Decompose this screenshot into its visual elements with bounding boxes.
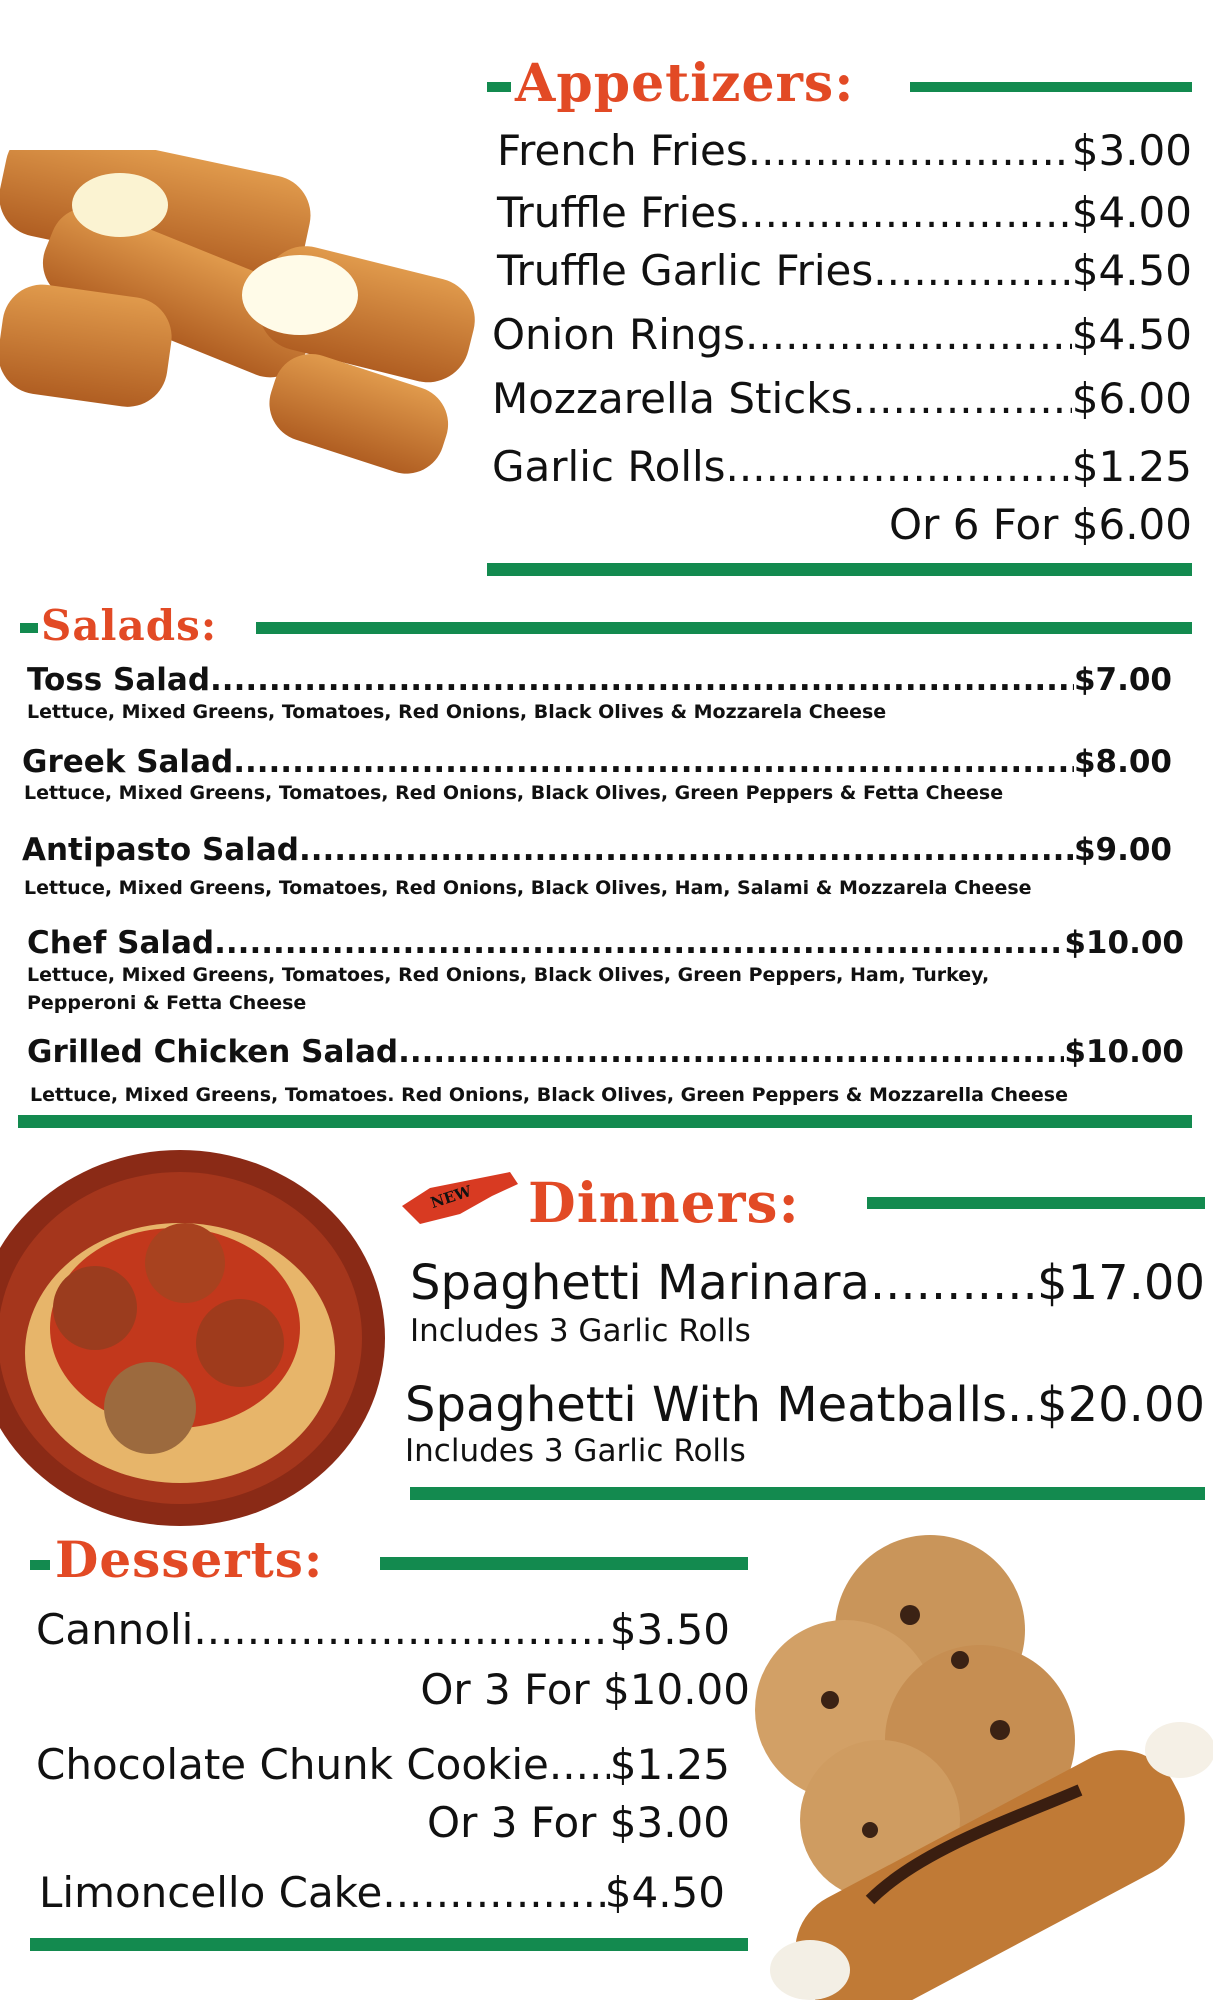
dessert-item (36, 1740, 730, 1789)
mozzarella-sticks-photo (0, 150, 490, 490)
salad-price: $10.00 (1064, 925, 1184, 961)
salad-description: Lettuce, Mixed Greens, Tomatoes, Red Onions, Black Olives, Green Peppers, Ham, Turkey, (27, 964, 990, 986)
salad-price: $8.00 (1073, 744, 1172, 780)
salads-section-divider (18, 1115, 1192, 1128)
dessert-name: Chocolate Chunk Cookie (36, 1740, 549, 1789)
appetizer-name: Garlic Rolls (492, 442, 726, 491)
salad-name: Grilled Chicken Salad (27, 1034, 399, 1070)
appetizers-heading-bar-left (487, 82, 511, 92)
appetizer-item (497, 246, 1192, 295)
appetizers-heading: Appetizers: (515, 53, 855, 114)
salad-description: Lettuce, Mixed Greens, Tomatoes, Red Onions, Black Olives, Ham, Salami & Mozzarela Cheese (24, 877, 1032, 899)
dinner-note: Includes 3 Garlic Rolls (405, 1433, 746, 1469)
appetizer-name: French Fries (497, 126, 748, 175)
appetizer-name: Truffle Fries (497, 188, 738, 237)
leader-dots (233, 744, 1074, 780)
appetizer-bundle-note: Or 6 For $6.00 (889, 500, 1192, 549)
dinners-section-divider (410, 1487, 1205, 1500)
appetizers-section-divider (487, 563, 1192, 576)
dessert-bundle-note: Or 3 For $3.00 (427, 1798, 730, 1847)
salads-heading: Salads: (41, 601, 218, 650)
appetizer-price: $4.00 (1071, 188, 1192, 237)
leader-dots (193, 1605, 609, 1654)
salads-heading-bar-left (20, 623, 38, 633)
salad-item (27, 1034, 1184, 1070)
spaghetti-meatballs-photo (0, 1143, 395, 1533)
dinner-price: $17.00 (1037, 1255, 1205, 1311)
salad-description-continued: Pepperoni & Fetta Cheese (27, 992, 307, 1014)
leader-dots (852, 374, 1071, 423)
salad-item (27, 925, 1184, 961)
leader-dots (214, 925, 1064, 961)
desserts-heading-bar-right (380, 1557, 748, 1570)
salad-price: $10.00 (1064, 1034, 1184, 1070)
leader-dots (870, 1255, 1037, 1311)
appetizer-item (497, 188, 1192, 237)
dessert-item (39, 1868, 725, 1917)
appetizer-item (492, 374, 1192, 423)
dinner-name: Spaghetti With Meatballs (405, 1377, 1007, 1433)
appetizer-price: $3.00 (1071, 126, 1192, 175)
appetizer-name: Mozzarella Sticks (492, 374, 853, 423)
leader-dots (748, 126, 1072, 175)
salad-description: Lettuce, Mixed Greens, Tomatoes. Red Onions, Black Olives, Green Peppers & Mozzarella Cheese (30, 1084, 1068, 1106)
leader-dots (382, 1868, 604, 1917)
cookies-cannoli-photo (750, 1520, 1213, 2000)
salad-name: Chef Salad (27, 925, 215, 961)
dessert-name: Limoncello Cake (39, 1868, 383, 1917)
appetizer-price: $6.00 (1071, 374, 1192, 423)
dessert-bundle-note: Or 3 For $10.00 (420, 1665, 750, 1714)
salad-price: $9.00 (1073, 832, 1172, 868)
appetizer-price: $4.50 (1071, 246, 1192, 295)
leader-dots (398, 1034, 1064, 1070)
leader-dots (738, 188, 1072, 237)
salad-price: $7.00 (1073, 662, 1172, 698)
leader-dots (745, 310, 1072, 359)
dessert-price: $3.50 (609, 1605, 730, 1654)
leader-dots (549, 1740, 610, 1789)
dessert-name: Cannoli (36, 1605, 194, 1654)
appetizer-price: $1.25 (1071, 442, 1192, 491)
salad-name: Toss Salad (27, 662, 211, 698)
salad-description: Lettuce, Mixed Greens, Tomatoes, Red Onions, Black Olives, Green Peppers & Fetta Cheese (24, 782, 1004, 804)
dinner-item (410, 1255, 1205, 1311)
dinner-price: $20.00 (1037, 1377, 1205, 1433)
salad-name: Greek Salad (22, 744, 234, 780)
appetizer-item (492, 310, 1192, 359)
salad-name: Antipasto Salad (22, 832, 299, 868)
dinner-note: Includes 3 Garlic Rolls (410, 1313, 751, 1349)
leader-dots (299, 832, 1074, 868)
leader-dots (873, 246, 1071, 295)
salad-item (22, 744, 1172, 780)
appetizer-item (492, 442, 1192, 491)
appetizer-item (497, 126, 1192, 175)
desserts-heading: Desserts: (55, 1530, 324, 1589)
salad-item (27, 662, 1172, 698)
salad-description: Lettuce, Mixed Greens, Tomatoes, Red Onions, Black Olives & Mozzarela Cheese (27, 701, 887, 723)
salads-heading-bar-right (256, 622, 1192, 634)
leader-dots (210, 662, 1074, 698)
new-badge-label: NEW (428, 1181, 474, 1213)
dinner-name: Spaghetti Marinara (410, 1255, 870, 1311)
dessert-price: $4.50 (604, 1868, 725, 1917)
desserts-heading-bar-left (30, 1560, 50, 1570)
dessert-item (36, 1605, 730, 1654)
dinners-heading-bar-right (867, 1197, 1205, 1209)
appetizers-heading-bar-right (910, 82, 1192, 92)
appetizer-name: Onion Rings (492, 310, 746, 359)
dinners-heading: Dinners: (528, 1170, 800, 1235)
dinner-item (405, 1377, 1205, 1433)
salad-item (22, 832, 1172, 868)
appetizer-name: Truffle Garlic Fries (497, 246, 874, 295)
dessert-price: $1.25 (609, 1740, 730, 1789)
desserts-section-divider (30, 1938, 748, 1951)
leader-dots (726, 442, 1072, 491)
appetizer-price: $4.50 (1071, 310, 1192, 359)
leader-dots (1007, 1377, 1037, 1433)
